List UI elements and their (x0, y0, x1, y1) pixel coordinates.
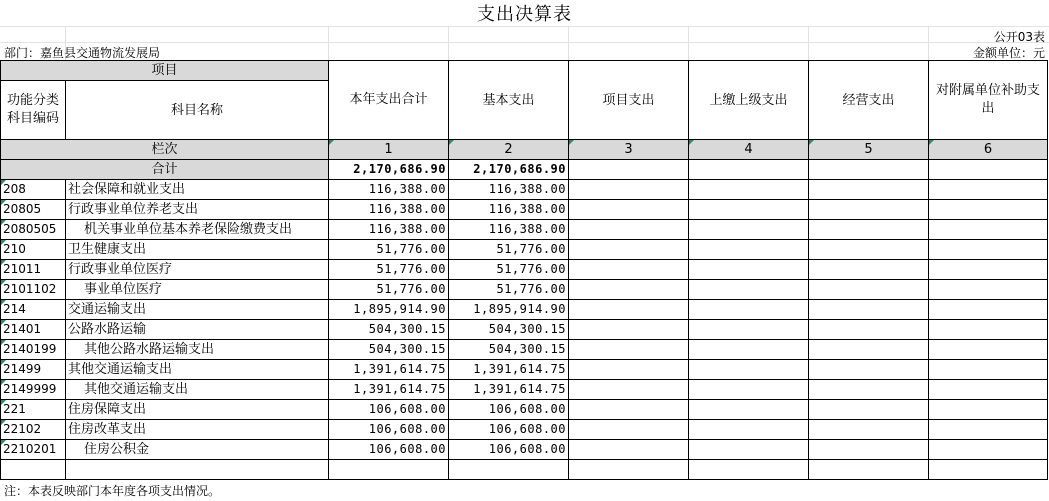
column-number[interactable]: 4 (689, 140, 809, 160)
blank-row (1, 460, 1048, 480)
table-row (1, 380, 1048, 400)
row-code[interactable]: 221 (1, 400, 66, 420)
table-cell[interactable] (689, 340, 809, 360)
column-label[interactable]: 栏次 (1, 140, 329, 160)
row-total[interactable]: 116,388.00 (329, 220, 449, 240)
row-code[interactable]: 22102 (1, 420, 66, 440)
row-total[interactable]: 504,300.15 (329, 340, 449, 360)
row-basic[interactable]: 1,391,614.75 (449, 360, 569, 380)
table-cell[interactable] (929, 360, 1048, 380)
header-row-1 (1, 61, 1048, 81)
row-total[interactable]: 106,608.00 (329, 400, 449, 420)
row-subject-name[interactable]: 其他公路水路运输支出 (66, 340, 329, 360)
row-basic[interactable]: 51,776.00 (449, 260, 569, 280)
row-basic[interactable]: 504,300.15 (449, 340, 569, 360)
row-subject-name[interactable]: 卫生健康支出 (66, 240, 329, 260)
table-cell[interactable] (569, 160, 689, 180)
table-cell[interactable] (569, 220, 689, 240)
row-total[interactable]: 51,776.00 (329, 280, 449, 300)
row-basic[interactable]: 504,300.15 (449, 320, 569, 340)
page-title: 支出决算表 (477, 4, 572, 25)
table-cell[interactable] (569, 440, 689, 460)
row-total[interactable]: 1,895,914.90 (329, 300, 449, 320)
table-cell[interactable] (809, 320, 929, 340)
row-subject-name[interactable]: 住房公积金 (66, 440, 329, 460)
row-subject-name[interactable]: 社会保障和就业支出 (66, 180, 329, 200)
row-total[interactable]: 1,391,614.75 (329, 360, 449, 380)
table-cell[interactable] (569, 400, 689, 420)
row-basic[interactable]: 106,608.00 (449, 420, 569, 440)
row-subject-name[interactable]: 住房改革支出 (66, 420, 329, 440)
row-subject-name[interactable]: 其他交通运输支出 (66, 380, 329, 400)
row-code[interactable]: 2140199 (1, 340, 66, 360)
table-cell[interactable] (809, 340, 929, 360)
table-cell[interactable] (929, 240, 1048, 260)
table-cell[interactable] (809, 240, 929, 260)
table-cell[interactable] (689, 280, 809, 300)
table-row (1, 260, 1048, 280)
table-row (1, 300, 1048, 320)
sum-basic[interactable]: 2,170,686.90 (449, 160, 569, 180)
row-subject-name[interactable]: 公路水路运输 (66, 320, 329, 340)
row-total[interactable]: 51,776.00 (329, 260, 449, 280)
row-total[interactable]: 106,608.00 (329, 440, 449, 460)
row-total[interactable]: 116,388.00 (329, 180, 449, 200)
table-cell[interactable] (569, 420, 689, 440)
table-cell[interactable] (929, 260, 1048, 280)
table-cell[interactable] (569, 180, 689, 200)
table-cell[interactable] (689, 200, 809, 220)
table-row (1, 280, 1048, 300)
table-cell[interactable] (929, 380, 1048, 400)
column-number[interactable]: 3 (569, 140, 689, 160)
table-cell[interactable] (689, 300, 809, 320)
table-row (1, 220, 1048, 240)
table-cell[interactable] (809, 400, 929, 420)
table-cell[interactable] (689, 460, 809, 480)
row-subject-name[interactable]: 其他交通运输支出 (66, 360, 329, 380)
table-cell[interactable] (569, 240, 689, 260)
row-code[interactable]: 210 (1, 240, 66, 260)
row-code[interactable]: 2080505 (1, 220, 66, 240)
row-subject-name[interactable]: 行政事业单位养老支出 (66, 200, 329, 220)
sum-total[interactable]: 2,170,686.90 (329, 160, 449, 180)
table-cell[interactable] (929, 320, 1048, 340)
column-number[interactable]: 6 (929, 140, 1048, 160)
table-cell[interactable] (929, 400, 1048, 420)
table-cell[interactable] (929, 440, 1048, 460)
header-func-code[interactable]: 功能分类科目编码 (1, 81, 66, 140)
row-total[interactable]: 504,300.15 (329, 320, 449, 340)
table-cell[interactable] (569, 320, 689, 340)
table-cell[interactable] (929, 300, 1048, 320)
row-code[interactable]: 21011 (1, 260, 66, 280)
column-number[interactable]: 1 (329, 140, 449, 160)
row-code[interactable]: 2210201 (1, 440, 66, 460)
form-number: 公开03表 (993, 30, 1045, 44)
table-cell[interactable] (689, 320, 809, 340)
table-cell[interactable] (449, 460, 569, 480)
table-cell[interactable] (569, 460, 689, 480)
table-row (1, 420, 1048, 440)
table-cell[interactable] (569, 300, 689, 320)
row-subject-name[interactable]: 交通运输支出 (66, 300, 329, 320)
table-row (1, 200, 1048, 220)
expenditure-table (0, 60, 1048, 480)
header-subsidy[interactable]: 对附属单位补助支出 (929, 61, 1048, 140)
table-cell[interactable] (809, 160, 929, 180)
table-cell[interactable] (569, 200, 689, 220)
table-cell[interactable] (689, 360, 809, 380)
row-code[interactable]: 20805 (1, 200, 66, 220)
table-cell[interactable] (329, 460, 449, 480)
table-row (1, 240, 1048, 260)
table-row (1, 340, 1048, 360)
table-cell[interactable] (809, 300, 929, 320)
table-cell[interactable] (929, 340, 1048, 360)
header-subject-name[interactable]: 科目名称 (66, 81, 329, 140)
row-code[interactable]: 21401 (1, 320, 66, 340)
table-cell[interactable] (929, 460, 1048, 480)
header-project[interactable]: 项目 (1, 61, 329, 81)
table-cell[interactable] (929, 220, 1048, 240)
row-basic[interactable]: 106,608.00 (449, 400, 569, 420)
header-basic[interactable]: 基本支出 (449, 61, 569, 140)
row-basic[interactable]: 1,391,614.75 (449, 380, 569, 400)
row-basic[interactable]: 116,388.00 (449, 180, 569, 200)
row-code[interactable]: 214 (1, 300, 66, 320)
row-basic[interactable]: 106,608.00 (449, 440, 569, 460)
row-subject-name[interactable]: 行政事业单位医疗 (66, 260, 329, 280)
sum-label[interactable]: 合计 (1, 160, 329, 180)
table-cell[interactable] (569, 360, 689, 380)
column-number-row (1, 140, 1048, 160)
table-cell[interactable] (689, 260, 809, 280)
table-cell[interactable] (689, 220, 809, 240)
row-subject-name[interactable]: 机关事业单位基本养老保险缴费支出 (66, 220, 329, 240)
department-label: 部门：嘉鱼县交通物流发展局 (4, 46, 161, 60)
table-cell[interactable] (809, 220, 929, 240)
row-subject-name[interactable]: 住房保障支出 (66, 400, 329, 420)
table-cell[interactable] (929, 280, 1048, 300)
table-cell[interactable] (569, 380, 689, 400)
row-total[interactable]: 116,388.00 (329, 200, 449, 220)
table-cell[interactable] (929, 420, 1048, 440)
row-subject-name[interactable]: 事业单位医疗 (66, 280, 329, 300)
sum-row (1, 160, 1048, 180)
table-cell[interactable] (689, 160, 809, 180)
table-cell[interactable] (689, 400, 809, 420)
row-basic[interactable]: 116,388.00 (449, 200, 569, 220)
row-total[interactable]: 1,391,614.75 (329, 380, 449, 400)
table-cell[interactable] (809, 260, 929, 280)
row-code[interactable]: 2149999 (1, 380, 66, 400)
table-cell[interactable] (929, 200, 1048, 220)
table-row (1, 440, 1048, 460)
table-cell[interactable] (66, 460, 329, 480)
table-cell[interactable] (569, 280, 689, 300)
header-operation[interactable]: 经营支出 (809, 61, 929, 140)
table-cell[interactable] (569, 260, 689, 280)
row-code[interactable]: 208 (1, 180, 66, 200)
table-cell[interactable] (809, 460, 929, 480)
table-cell[interactable] (809, 280, 929, 300)
row-total[interactable]: 51,776.00 (329, 240, 449, 260)
column-number[interactable]: 5 (809, 140, 929, 160)
column-number[interactable]: 2 (449, 140, 569, 160)
table-cell[interactable] (809, 440, 929, 460)
table-cell[interactable] (809, 420, 929, 440)
table-cell[interactable] (689, 420, 809, 440)
table-row (1, 180, 1048, 200)
row-basic[interactable]: 1,895,914.90 (449, 300, 569, 320)
header-total[interactable]: 本年支出合计 (329, 61, 449, 140)
header-upper-payment[interactable]: 上缴上级支出 (689, 61, 809, 140)
table-cell[interactable] (809, 380, 929, 400)
row-code[interactable]: 2101102 (1, 280, 66, 300)
row-basic[interactable]: 51,776.00 (449, 240, 569, 260)
table-cell[interactable] (809, 200, 929, 220)
table-cell[interactable] (809, 180, 929, 200)
table-cell[interactable] (929, 180, 1048, 200)
table-cell[interactable] (689, 440, 809, 460)
row-code[interactable]: 21499 (1, 360, 66, 380)
table-cell[interactable] (1, 460, 66, 480)
table-cell[interactable] (809, 360, 929, 380)
amount-unit-label: 金额单位：元 (972, 46, 1045, 60)
table-row (1, 400, 1048, 420)
header-project-expense[interactable]: 项目支出 (569, 61, 689, 140)
table-cell[interactable] (689, 380, 809, 400)
row-basic[interactable]: 116,388.00 (449, 220, 569, 240)
row-total[interactable]: 106,608.00 (329, 420, 449, 440)
table-note: 注：本表反映部门本年度各项支出情况。 (4, 484, 221, 498)
table-cell[interactable] (569, 340, 689, 360)
row-basic[interactable]: 51,776.00 (449, 280, 569, 300)
table-cell[interactable] (689, 240, 809, 260)
table-cell[interactable] (689, 180, 809, 200)
table-row (1, 360, 1048, 380)
table-row (1, 320, 1048, 340)
table-cell[interactable] (929, 160, 1048, 180)
data-rows (1, 180, 1048, 460)
